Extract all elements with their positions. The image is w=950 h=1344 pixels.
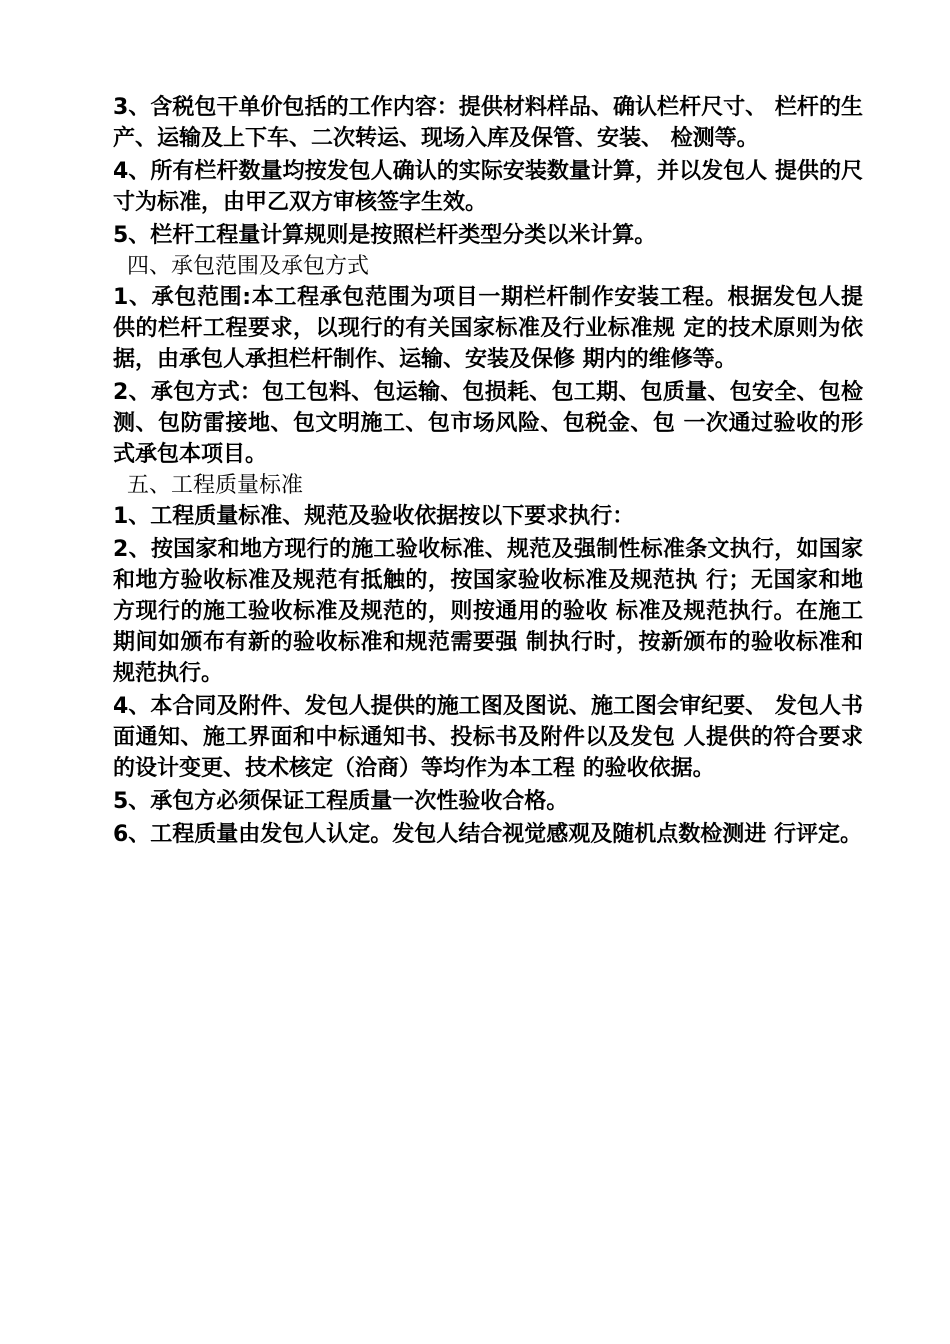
paragraph-method: 2、承包方式：包工包料、包运输、包损耗、包工期、包质量、包安全、包检测、包防雷接地、包文明施工、包市场风险、包税金、包 一次通过验收的形式承包本项目。 xyxy=(113,380,863,467)
paragraph-5: 5、栏杆工程量计算规则是按照栏杆类型分类以米计算。 xyxy=(113,223,657,248)
document-page xyxy=(113,92,863,850)
paragraph-quality-5: 5、承包方必须保证工程质量一次性验收合格。 xyxy=(113,789,569,814)
paragraph-quality-6: 6、工程质量由发包人认定。发包人结合视觉感观及随机点数检测进 行评定。 xyxy=(113,822,862,847)
paragraph-quality-1: 1、工程质量标准、规范及验收依据按以下要求执行： xyxy=(113,504,635,529)
paragraph-3: 3、含税包干单价包括的工作内容：提供材料样品、确认栏杆尺寸、 栏杆的生产、运输及上下车、二次转运、现场入库及保管、安装、 检测等。 xyxy=(113,95,863,151)
paragraph-scope: 1、承包范围:本工程承包范围为项目一期栏杆制作安装工程。根据发包人提供的栏杆工程要求，以现行的有关国家标准及行业标准规 定的技术原则为依据，由承包人承担栏杆制作、运输、安装及保修 期内的维修等。 xyxy=(113,285,863,372)
section-heading-5: 五、工程质量标准 xyxy=(127,473,304,498)
section-heading-4: 四、承包范围及承包方式 xyxy=(127,254,370,279)
paragraph-4: 4、所有栏杆数量均按发包人确认的实际安装数量计算，并以发包人 提供的尺寸为标准，由甲乙双方审核签字生效。 xyxy=(113,159,863,215)
paragraph-quality-4: 4、本合同及附件、发包人提供的施工图及图说、施工图会审纪要、 发包人书面通知、施工界面和中标通知书、投标书及附件以及发包 人提供的符合要求的设计变更、技术核定（洽商）等均作为本工程 的验收依据。 xyxy=(113,694,863,781)
paragraph-quality-2: 2、按国家和地方现行的施工验收标准、规范及强制性标准条文执行，如国家和地方验收标准及规范有抵触的，按国家验收标准及规范执 行；无国家和地方现行的施工验收标准及规范的，则按通用的验收 标准及规范执行。在施工期间如颁布有新的验收标准和规范需要强 制执行时，按新颁布的验收标准和规范执行。 xyxy=(113,537,863,686)
